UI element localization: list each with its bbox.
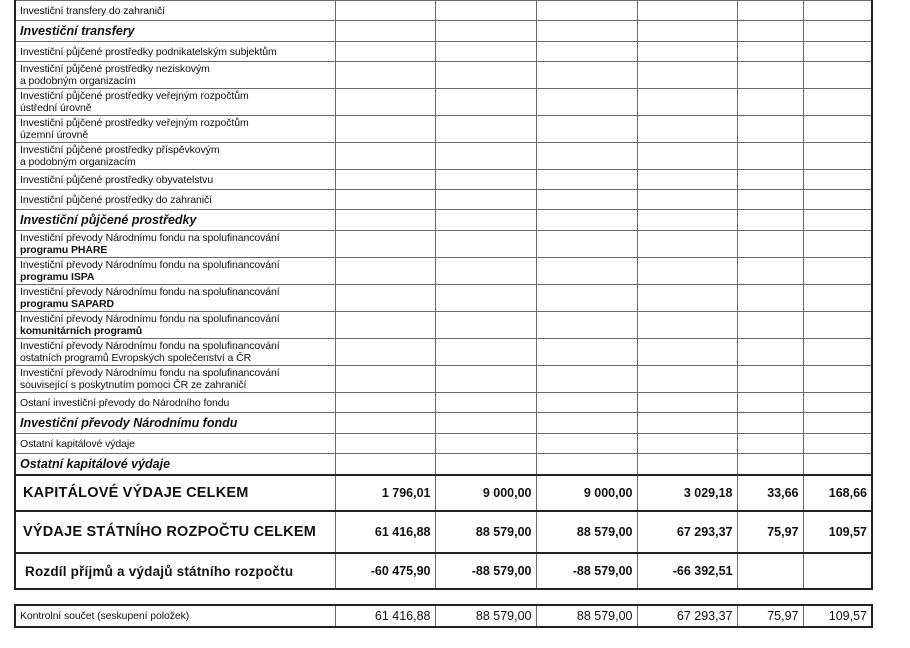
empty-cell (435, 143, 536, 170)
label-line: Investiční převody Národnímu fondu na spolufinancování (20, 367, 280, 379)
empty-cell (637, 1, 737, 21)
value-cell: 88 579,00 (536, 605, 637, 627)
empty-cell (803, 190, 872, 210)
value-cell: 109,57 (803, 605, 872, 627)
value-cell: 61 416,88 (335, 511, 435, 553)
table-row (15, 258, 872, 285)
label-line: Investiční půjčené prostředky podnikatelským subjektům (20, 45, 277, 58)
empty-cell (737, 413, 803, 434)
empty-cell (536, 339, 637, 366)
empty-cell (335, 413, 435, 434)
empty-cell (637, 339, 737, 366)
budget-table-sheet (14, 0, 871, 590)
empty-cell (637, 231, 737, 258)
value-cell: 9 000,00 (536, 475, 637, 511)
empty-cell (737, 339, 803, 366)
empty-cell (536, 312, 637, 339)
table-row (15, 366, 872, 393)
empty-cell (637, 89, 737, 116)
empty-cell (435, 285, 536, 312)
empty-cell (335, 285, 435, 312)
label-line: Investiční půjčené prostředky do zahraničí (20, 193, 212, 206)
value-cell (737, 553, 803, 589)
value-cell: 67 293,37 (637, 511, 737, 553)
total-row-vydaje (15, 511, 872, 553)
label-line: Ostatní kapitálové výdaje (20, 437, 135, 450)
value-cell: 3 029,18 (637, 475, 737, 511)
empty-cell (335, 434, 435, 454)
empty-cell (737, 21, 803, 42)
empty-cell (637, 42, 737, 62)
value-cell: 109,57 (803, 511, 872, 553)
empty-cell (536, 454, 637, 476)
empty-cell (803, 116, 872, 143)
empty-cell (737, 42, 803, 62)
row-label (15, 366, 335, 393)
empty-cell (536, 413, 637, 434)
empty-cell (536, 285, 637, 312)
label-line: Investiční převody Národnímu fondu na spolufinancování (20, 232, 280, 244)
label-line: Investiční převody Národnímu fondu na spolufinancování (20, 259, 280, 271)
empty-cell (637, 366, 737, 393)
empty-cell (335, 339, 435, 366)
empty-cell (737, 393, 803, 413)
empty-cell (737, 231, 803, 258)
table-row (15, 42, 872, 62)
empty-cell (737, 434, 803, 454)
value-cell: -88 579,00 (536, 553, 637, 589)
table-row (15, 393, 872, 413)
empty-cell (536, 42, 637, 62)
empty-cell (435, 434, 536, 454)
value-cell: 33,66 (737, 475, 803, 511)
checksum-table (14, 604, 873, 628)
empty-cell (335, 258, 435, 285)
checksum-section (14, 604, 871, 628)
empty-cell (335, 366, 435, 393)
row-label (15, 116, 335, 143)
totals-body (15, 475, 872, 589)
row-label (15, 339, 335, 366)
empty-cell (737, 312, 803, 339)
section-row (15, 413, 872, 434)
empty-cell (536, 116, 637, 143)
label-line-2: územní úrovně (20, 129, 89, 141)
value-cell: -60 475,90 (335, 553, 435, 589)
empty-cell (536, 258, 637, 285)
empty-cell (435, 258, 536, 285)
label-line-2: programu ISPA (20, 271, 95, 283)
row-label (15, 42, 335, 62)
empty-cell (637, 116, 737, 143)
value-cell: 67 293,37 (637, 605, 737, 627)
table-row (15, 190, 872, 210)
empty-cell (737, 210, 803, 231)
table-row (15, 170, 872, 190)
empty-cell (435, 1, 536, 21)
value-cell: 88 579,00 (435, 605, 536, 627)
empty-cell (803, 143, 872, 170)
section-row (15, 21, 872, 42)
empty-cell (737, 285, 803, 312)
total-row-kapitalove (15, 475, 872, 511)
total-row-rozdil (15, 553, 872, 589)
row-label (15, 1, 335, 21)
empty-cell (637, 21, 737, 42)
empty-cell (435, 190, 536, 210)
label-line: Investiční půjčené prostředky veřejným rozpočtům (20, 117, 249, 129)
empty-cell (536, 231, 637, 258)
empty-cell (737, 62, 803, 89)
empty-cell (637, 393, 737, 413)
empty-cell (435, 231, 536, 258)
empty-cell (435, 42, 536, 62)
empty-cell (435, 312, 536, 339)
table-row (15, 89, 872, 116)
empty-cell (803, 42, 872, 62)
row-label: Investiční půjčené prostředky (15, 210, 335, 231)
empty-cell (803, 393, 872, 413)
table-row (15, 231, 872, 258)
budget-table (14, 0, 873, 590)
label-line-2: programu PHARE (20, 244, 108, 256)
empty-cell (335, 62, 435, 89)
empty-cell (737, 89, 803, 116)
row-label (15, 285, 335, 312)
empty-cell (737, 454, 803, 476)
empty-cell (335, 210, 435, 231)
empty-cell (335, 21, 435, 42)
value-cell: 88 579,00 (435, 511, 536, 553)
value-cell: 88 579,00 (536, 511, 637, 553)
empty-cell (803, 62, 872, 89)
empty-cell (435, 21, 536, 42)
label-line: Investiční převody Národnímu fondu na spolufinancování (20, 313, 280, 325)
empty-cell (335, 231, 435, 258)
label-line: Investiční převody Národnímu fondu na spolufinancování (20, 286, 280, 298)
empty-cell (637, 285, 737, 312)
row-label (15, 170, 335, 190)
empty-cell (637, 312, 737, 339)
empty-cell (435, 62, 536, 89)
empty-cell (435, 454, 536, 476)
empty-cell (637, 170, 737, 190)
row-label: Investiční transfery (15, 21, 335, 42)
table-row (15, 62, 872, 89)
empty-cell (435, 89, 536, 116)
label-line-2: a podobným organizacím (20, 75, 136, 87)
empty-cell (435, 393, 536, 413)
section-row (15, 454, 872, 476)
empty-cell (335, 393, 435, 413)
label-line-2: ústřední úrovně (20, 102, 92, 114)
empty-cell (637, 413, 737, 434)
empty-cell (737, 190, 803, 210)
empty-cell (335, 190, 435, 210)
empty-cell (637, 210, 737, 231)
label-line: Investiční půjčené prostředky obyvatelstvu (20, 173, 214, 186)
empty-cell (737, 1, 803, 21)
empty-cell (536, 143, 637, 170)
value-cell: 9 000,00 (435, 475, 536, 511)
value-cell: -66 392,51 (637, 553, 737, 589)
empty-cell (536, 366, 637, 393)
empty-cell (536, 170, 637, 190)
empty-cell (637, 258, 737, 285)
label-line: Investiční převody Národnímu fondu na spolufinancování (20, 340, 280, 352)
empty-cell (536, 434, 637, 454)
empty-cell (803, 413, 872, 434)
empty-cell (335, 143, 435, 170)
label-line: Investiční půjčené prostředky neziskovým (20, 63, 210, 75)
empty-cell (737, 116, 803, 143)
label-line: Investiční půjčené prostředky příspěvkovým (20, 144, 220, 156)
label-line-2: programu SAPARD (20, 298, 114, 310)
row-label (15, 231, 335, 258)
empty-cell (536, 1, 637, 21)
value-cell (803, 553, 872, 589)
empty-cell (803, 258, 872, 285)
table-row (15, 1, 872, 21)
empty-cell (536, 62, 637, 89)
empty-cell (803, 454, 872, 476)
label-line: Ostaní investiční převody do Národního fondu (20, 396, 230, 409)
row-label (15, 258, 335, 285)
empty-cell (335, 312, 435, 339)
empty-cell (803, 231, 872, 258)
table-body (15, 1, 872, 476)
empty-cell (803, 210, 872, 231)
empty-cell (737, 258, 803, 285)
row-label: VÝDAJE STÁTNÍHO ROZPOČTU CELKEM (15, 511, 335, 553)
row-label: Rozdíl příjmů a výdajů státního rozpočtu (15, 553, 335, 589)
empty-cell (803, 434, 872, 454)
empty-cell (803, 366, 872, 393)
row-label (15, 434, 335, 454)
table-row (15, 285, 872, 312)
empty-cell (335, 89, 435, 116)
empty-cell (335, 454, 435, 476)
value-cell: 75,97 (737, 605, 803, 627)
empty-cell (737, 143, 803, 170)
empty-cell (435, 366, 536, 393)
empty-cell (803, 170, 872, 190)
empty-cell (637, 434, 737, 454)
row-label (15, 89, 335, 116)
table-row (15, 339, 872, 366)
row-label: Kontrolní součet (seskupení položek) (15, 605, 335, 627)
empty-cell (435, 339, 536, 366)
empty-cell (435, 116, 536, 143)
section-row (15, 210, 872, 231)
empty-cell (803, 89, 872, 116)
empty-cell (536, 21, 637, 42)
checksum-row (15, 605, 872, 627)
empty-cell (536, 190, 637, 210)
empty-cell (335, 170, 435, 190)
row-label: KAPITÁLOVÉ VÝDAJE CELKEM (15, 475, 335, 511)
table-row (15, 116, 872, 143)
empty-cell (637, 62, 737, 89)
table-row (15, 434, 872, 454)
table-row (15, 143, 872, 170)
row-label (15, 190, 335, 210)
row-label: Investiční převody Národnímu fondu (15, 413, 335, 434)
label-line-2: a podobným organizacím (20, 156, 136, 168)
empty-cell (737, 170, 803, 190)
value-cell: 61 416,88 (335, 605, 435, 627)
label-line-2: související s poskytnutím pomoci ČR ze zahraničí (20, 379, 247, 391)
empty-cell (803, 1, 872, 21)
empty-cell (435, 413, 536, 434)
value-cell: 168,66 (803, 475, 872, 511)
empty-cell (803, 285, 872, 312)
empty-cell (335, 1, 435, 21)
empty-cell (536, 393, 637, 413)
row-label (15, 62, 335, 89)
table-row (15, 312, 872, 339)
empty-cell (435, 170, 536, 190)
label-line-2: komunitárních programů (20, 325, 143, 337)
empty-cell (637, 454, 737, 476)
empty-cell (435, 210, 536, 231)
empty-cell (803, 339, 872, 366)
empty-cell (637, 190, 737, 210)
value-cell: -88 579,00 (435, 553, 536, 589)
label-line: Investiční půjčené prostředky veřejným rozpočtům (20, 90, 249, 102)
label-line: Investiční transfery do zahraničí (20, 4, 165, 17)
empty-cell (737, 366, 803, 393)
row-label (15, 393, 335, 413)
empty-cell (536, 210, 637, 231)
empty-cell (803, 21, 872, 42)
empty-cell (637, 143, 737, 170)
row-label (15, 143, 335, 170)
row-label: Ostatní kapitálové výdaje (15, 454, 335, 476)
empty-cell (335, 42, 435, 62)
row-label (15, 312, 335, 339)
label-line-2: ostatních programů Evropských společenství a ČR (20, 352, 252, 364)
empty-cell (536, 89, 637, 116)
empty-cell (335, 116, 435, 143)
value-cell: 75,97 (737, 511, 803, 553)
empty-cell (803, 312, 872, 339)
value-cell: 1 796,01 (335, 475, 435, 511)
